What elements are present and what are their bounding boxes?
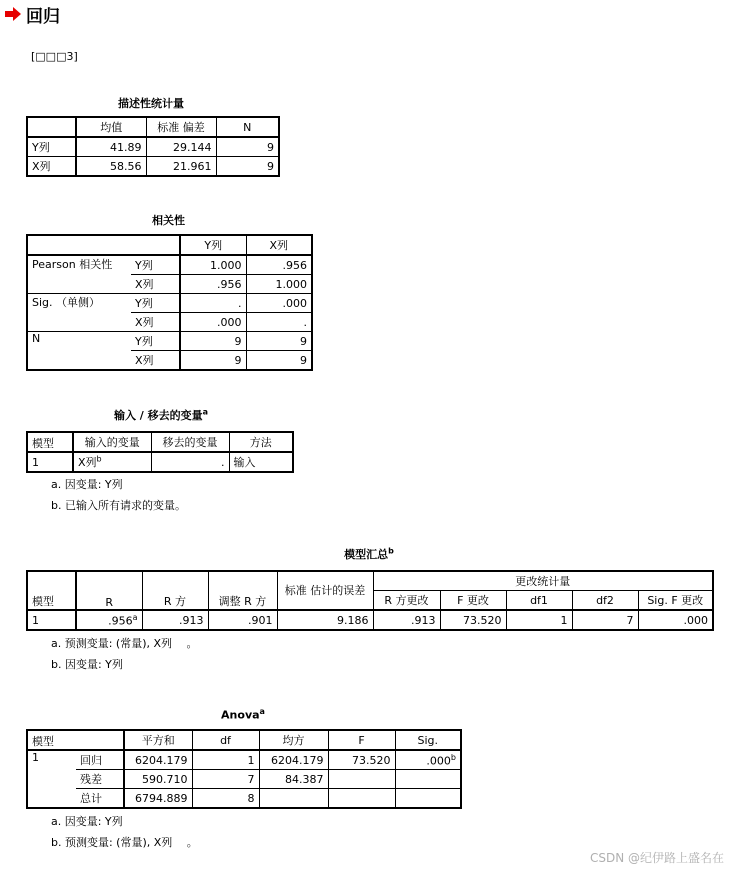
table-row [27, 750, 461, 770]
source-label: 残差 [76, 770, 124, 789]
column-header: F [328, 730, 395, 750]
footnote-marker: b [388, 546, 394, 556]
table-header-row [27, 730, 461, 750]
ss-cell: 6204.179 [124, 750, 192, 770]
footnote-marker: a [259, 707, 265, 716]
n-cell: 9 [216, 137, 279, 157]
table-header-row [27, 235, 312, 255]
descriptive-title: 描述性统计量 [118, 97, 184, 110]
var-label: Y列 [131, 294, 180, 313]
correlation-title: 相关性 [152, 214, 185, 227]
var-label: Y列 [131, 332, 180, 351]
column-header: 均方 [259, 730, 328, 750]
x-cell: 9 [246, 332, 312, 351]
table-row [27, 255, 312, 275]
table-row [27, 770, 461, 789]
source-label: 总计 [76, 789, 124, 809]
source-label: 回归 [76, 750, 124, 770]
ms-cell: 84.387 [259, 770, 328, 789]
footnote: b. 预测变量: (常量), X列 。 [51, 836, 198, 849]
column-header: 输入的变量 [73, 432, 151, 452]
anova-title-text: Anova [221, 708, 260, 722]
se-cell: 9.186 [277, 610, 373, 630]
output-header [4, 2, 60, 26]
column-header: 调整 R 方 [208, 571, 277, 610]
table-row [27, 610, 713, 630]
column-header: R 方 [142, 571, 208, 610]
table-row [27, 137, 279, 157]
footnote: a. 因变量: Y列 [51, 815, 123, 828]
r2-cell: .913 [142, 610, 208, 630]
ms-cell: 6204.179 [259, 750, 328, 770]
page-title: 回归 [26, 6, 60, 27]
column-header: Sig. [395, 730, 461, 750]
y-cell: .000 [180, 313, 246, 332]
table-row [27, 157, 279, 177]
model-cell: 1 [27, 610, 76, 630]
footnote-marker: a [202, 407, 209, 417]
column-header: Sig. F 更改 [638, 591, 713, 611]
y-cell: . [180, 294, 246, 313]
n-cell: 9 [216, 157, 279, 177]
table-row [27, 332, 312, 351]
x-cell: .956 [246, 255, 312, 275]
f-cell: 73.520 [328, 750, 395, 770]
summary-title-text: 模型汇总 [344, 548, 389, 561]
column-header: 均值 [76, 117, 146, 137]
footnote-marker: b [450, 752, 456, 762]
model-cell: 1 [27, 452, 73, 472]
summary-table [26, 570, 714, 631]
sig-cell [395, 770, 461, 789]
df-cell: 7 [192, 770, 259, 789]
table-row [27, 789, 461, 809]
column-header: 模型 [27, 571, 76, 610]
r-value: .956 [108, 614, 133, 628]
column-header: X列 [246, 235, 312, 255]
column-header: 标准 偏差 [146, 117, 216, 137]
column-header: Y列 [180, 235, 246, 255]
dataset-label: [□□□3] [31, 50, 78, 63]
df1-cell: 1 [506, 610, 572, 630]
column-header: R 方更改 [373, 591, 440, 611]
df-cell: 8 [192, 789, 259, 809]
model-cell: 1 [27, 750, 76, 808]
column-group-header: 更改统计量 [373, 571, 713, 591]
df-cell: 1 [192, 750, 259, 770]
footnote: a. 预测变量: (常量), X列 。 [51, 637, 198, 650]
table-row [27, 452, 293, 472]
footnote-marker: b [96, 454, 102, 464]
row-label: Y列 [27, 137, 76, 157]
descriptive-table [26, 116, 280, 177]
f-cell [328, 770, 395, 789]
y-cell: 9 [180, 332, 246, 351]
table-header-row [27, 117, 279, 137]
y-cell: .956 [180, 275, 246, 294]
footnote-marker: a [132, 612, 138, 622]
method-cell: 输入 [229, 452, 293, 472]
entered-title-text: 输入 / 移去的变量 [113, 409, 203, 422]
y-cell: 9 [180, 351, 246, 371]
column-header: R [76, 571, 142, 610]
removed-cell: . [151, 452, 229, 472]
r-cell [76, 610, 142, 630]
x-cell: . [246, 313, 312, 332]
sd-cell: 29.144 [146, 137, 216, 157]
group-label: Sig. （单侧） [27, 294, 131, 332]
sig-cell [395, 789, 461, 809]
x-cell: .000 [246, 294, 312, 313]
column-header: df2 [572, 591, 638, 611]
footnote: a. 因变量: Y列 [51, 478, 123, 491]
sd-cell: 21.961 [146, 157, 216, 177]
table-corner-cell [131, 235, 180, 255]
ss-cell: 590.710 [124, 770, 192, 789]
watermark: CSDN @纪伊路上盛名在 [589, 851, 724, 865]
column-header: 方法 [229, 432, 293, 452]
var-label: X列 [131, 351, 180, 371]
y-cell: 1.000 [180, 255, 246, 275]
var-label: X列 [131, 313, 180, 332]
sig-value: .000 [426, 754, 451, 768]
mean-cell: 41.89 [76, 137, 146, 157]
entered-table [26, 431, 294, 473]
column-header: 模型 [27, 432, 73, 452]
entered-cell [73, 452, 151, 472]
x-cell: 1.000 [246, 275, 312, 294]
ss-cell: 6794.889 [124, 789, 192, 809]
footnote: b. 已输入所有请求的变量。 [51, 499, 186, 512]
footnote: b. 因变量: Y列 [51, 658, 123, 671]
column-header: N [216, 117, 279, 137]
column-header: 平方和 [124, 730, 192, 750]
table-corner-cell [76, 730, 124, 750]
x-cell: 9 [246, 351, 312, 371]
table-header-row [27, 571, 713, 591]
adj-r2-cell: .901 [208, 610, 277, 630]
r2-change-cell: .913 [373, 610, 440, 630]
column-header: df [192, 730, 259, 750]
var-label: Y列 [131, 255, 180, 275]
correlation-table [26, 234, 313, 371]
table-corner-cell [27, 117, 76, 137]
column-header: 移去的变量 [151, 432, 229, 452]
anova-table [26, 729, 462, 809]
red-arrow-icon [4, 6, 22, 22]
table-header-row [27, 432, 293, 452]
var-label: X列 [131, 275, 180, 294]
f-cell [328, 789, 395, 809]
mean-cell: 58.56 [76, 157, 146, 177]
column-header: F 更改 [440, 591, 506, 611]
anova-title [26, 707, 460, 722]
row-label: X列 [27, 157, 76, 177]
column-header: df1 [506, 591, 572, 611]
table-corner-cell [27, 235, 131, 255]
column-header: 模型 [27, 730, 76, 750]
group-label: Pearson 相关性 [27, 255, 131, 294]
summary-title [26, 546, 712, 562]
f-change-cell: 73.520 [440, 610, 506, 630]
sig-f-change-cell: .000 [638, 610, 713, 630]
df2-cell: 7 [572, 610, 638, 630]
ms-cell [259, 789, 328, 809]
column-header: 标准 估计的误差 [277, 571, 373, 610]
entered-value: X列 [78, 456, 97, 469]
entered-title [26, 407, 296, 423]
table-row [27, 294, 312, 313]
sig-cell [395, 750, 461, 770]
group-label: N [27, 332, 131, 371]
